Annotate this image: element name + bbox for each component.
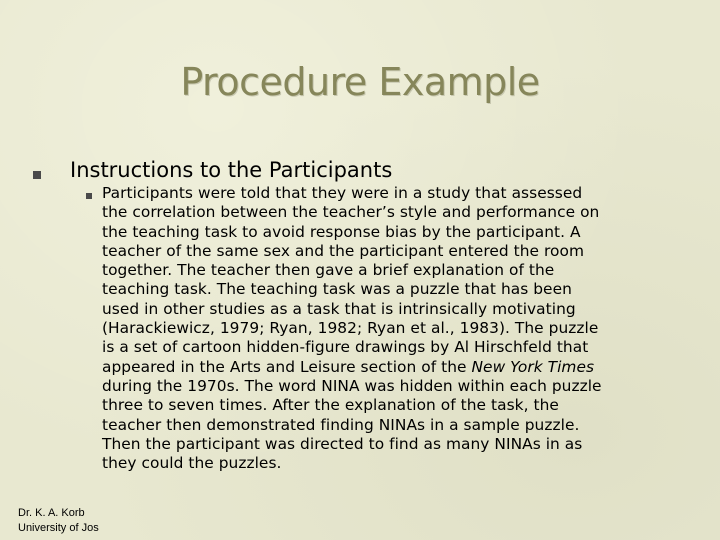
paragraph-line-with-italic xyxy=(102,358,682,377)
paragraph-line: Then the participant was directed to find as many NINAs in as xyxy=(102,434,583,453)
footer-institution: University of Jos xyxy=(18,522,99,534)
paragraph-line: Participants were told that they were in a study that assessed xyxy=(102,184,583,202)
paragraph-line: the correlation between the teacher’s style and performance on xyxy=(102,203,600,222)
paragraph-line: during the 1970s. The word NINA was hidden within each puzzle xyxy=(102,376,602,395)
bullet-level1-text: Instructions to the Participants xyxy=(70,158,393,182)
paragraph-line: teacher of the same sex and the participant entered the room xyxy=(102,241,585,260)
paragraph-line: used in other studies as a task that is intrinsically motivating xyxy=(102,299,576,318)
bullet-square-icon xyxy=(33,171,41,179)
paragraph-line: together. The teacher then gave a brief explanation of the xyxy=(102,261,555,280)
paragraph-line: (Harackiewicz, 1979; Ryan, 1982; Ryan et al., 1983). The puzzle xyxy=(102,319,599,338)
slide-title: Procedure Example xyxy=(180,60,540,104)
footer-author: Dr. K. A. Korb xyxy=(18,507,85,519)
paragraph-line: the teaching task to avoid response bias by the participant. A xyxy=(102,222,581,241)
paragraph-line: three to seven times. After the explanation of the task, the xyxy=(102,396,559,415)
paragraph-line: teaching task. The teaching task was a puzzle that has been xyxy=(102,280,572,299)
italic-publication-name: New York Times xyxy=(471,357,595,376)
paragraph-line-prefix: appeared in the Arts and Leisure section of the xyxy=(102,357,472,376)
paragraph-line: is a set of cartoon hidden-figure drawings by Al Hirschfeld that xyxy=(102,338,589,357)
bullet-level2-paragraph xyxy=(102,184,682,473)
paragraph-line: teacher then demonstrated finding NINAs in a sample puzzle. xyxy=(102,415,580,434)
bullet-square-icon xyxy=(86,193,92,199)
paragraph-line: they could the puzzles. xyxy=(102,454,282,473)
footer xyxy=(18,506,99,536)
